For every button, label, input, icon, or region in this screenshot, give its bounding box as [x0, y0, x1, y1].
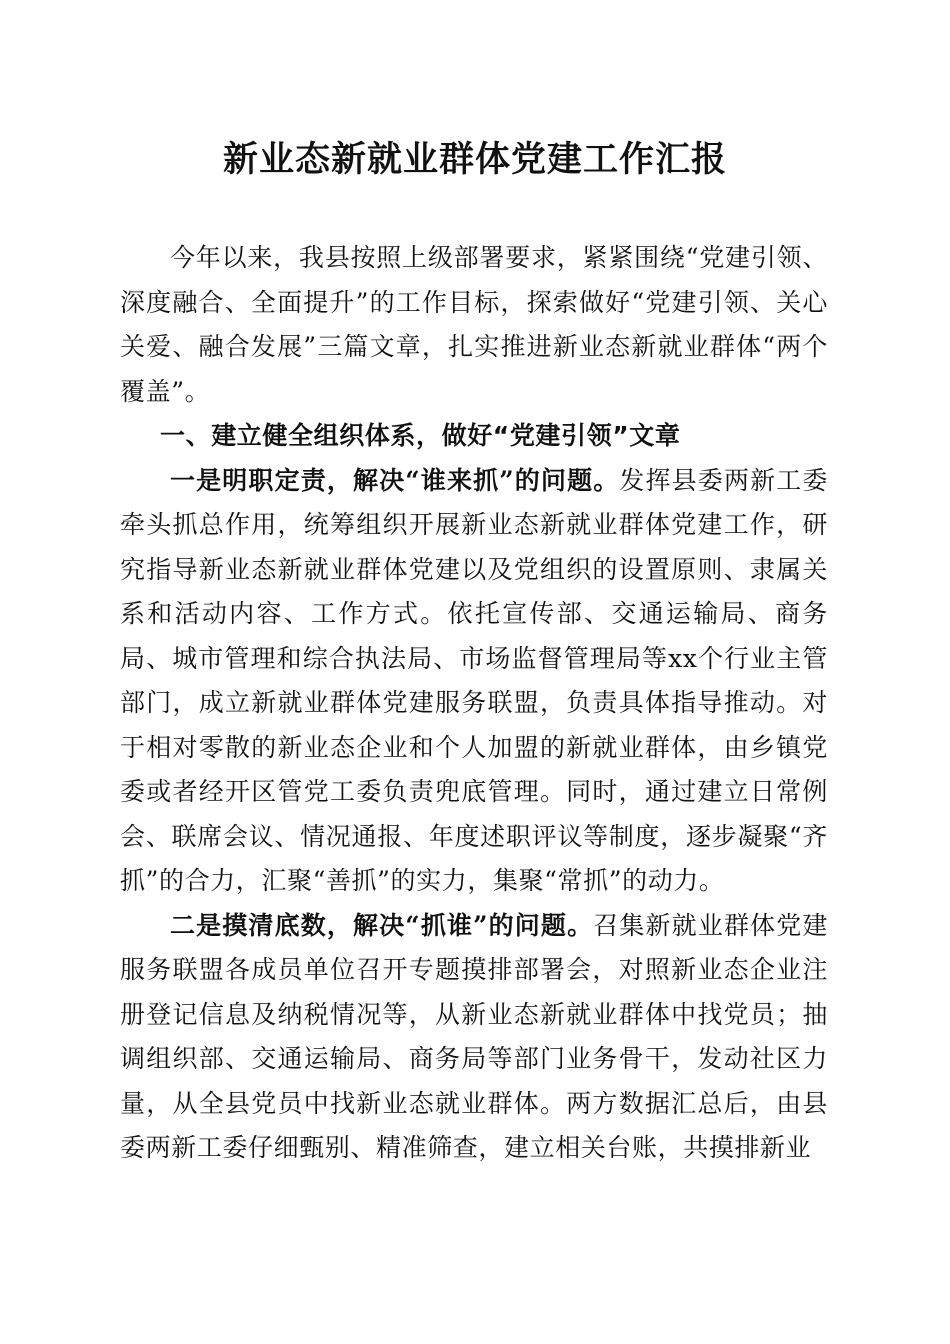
document-title: 新业态新就业群体党建工作汇报 [222, 139, 727, 180]
section-heading: 一、建立健全组织体系，做好“党建引领”文章 [160, 421, 681, 450]
paragraph-2 [120, 904, 828, 1171]
document-body [120, 236, 828, 1171]
paragraph-2-lead: 二是摸清底数，解决“抓谁”的问题。 [170, 910, 594, 940]
paragraph-1-lead: 一是明职定责，解决“谁来抓”的问题。 [170, 465, 620, 495]
paragraph-1 [120, 459, 828, 904]
paragraph-1-text: 发挥县委两新工委牵头抓总作用，统筹组织开展新业态新就业群体党建工作，研究指导新业态新就业群体党建以及党组织的设置原则、隶属关系和活动内容、工作方式。依托宣传部、交通运输局、商务局、城市管理和综合执法局、市场监督管理局等xx个行业主管部门，成立新就业群体党建服务联盟，负责具体指导推动。对于相对零散的新业态企业和个人加盟的新就业群体，由乡镇党委或者经开区管党工委负责兜底管理。同时，通过建立日常例会、联席会议、情况通报、年度述职评议等制度，逐步凝聚“齐抓”的合力，汇聚“善抓”的实力，集聚“常抓”的动力。 [120, 465, 828, 895]
paragraph-2-text: 召集新就业群体党建服务联盟各成员单位召开专题摸排部署会，对照新业态企业注册登记信息及纳税情况等，从新业态新就业群体中找党员；抽调组织部、交通运输局、商务局等部门业务骨干，发动社区力量，从全县党员中找新业态就业群体。两方数据汇总后，由县委两新工委仔细甄别、精准筛查，建立相关台账，共摸排新业 [120, 910, 828, 1162]
intro-paragraph: 今年以来，我县按照上级部署要求，紧紧围绕“党建引领、深度融合、全面提升”的工作目标，探索做好“党建引领、关心关爱、融合发展”三篇文章，扎实推进新业态新就业群体“两个覆盖”。 [120, 243, 828, 406]
